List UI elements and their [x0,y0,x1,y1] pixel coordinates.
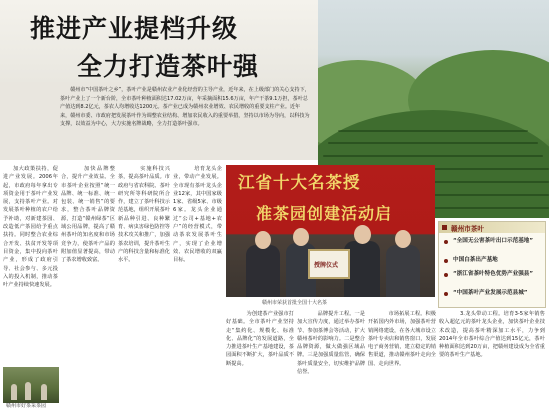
article-column-8 [439,310,545,411]
honors-sidebar [438,221,546,308]
column-3-text: 实施科技兴茶，提高茶叶品质。市政府与省农科院、茶叶研究所等科研院所合作，建立了茶叶科技示范基地，组织开展茶叶新品种引进、良种繁育、病虫害绿色防控等技术攻关和推广，加强茶农培训，提升茶叶生产的科技含量和标准化水平。 [118,166,170,264]
intro-text: 赣州市“中国茶叶之乡”，茶叶产业是赣州农业产业化经营的主导产业，近年来，在上级部门的关心支持下，茶叶产业上了一个新台阶，全市茶叶种植面积达17.02万亩，年采摘面积15.6万亩，年产干茶9.1万担，茶叶总产值达到8.2亿元，茶农人均增收达1200元。茶产业已成为赣州农业增效、农民增收的重要支柱产业。近年来，赣州市委、市政府把发展茶叶作为调整农业结构、增加农民收入的重要举措，坚持以市场为导向，以科技为支撑，以效益为中心，大力实施名牌战略，全力打造茶叶强市。 [60,87,310,128]
article-column-4 [173,165,222,411]
headline-line2: 全力打造茶叶强 [77,52,260,81]
headline-line1: 推进产业提档升级 [30,14,239,43]
headline-band [0,0,318,82]
bullet-dot-icon [444,273,448,277]
column-8-text: 3.龙头带动工程。培育3-5家年销售收入超亿元的茶叶龙头企业，加快茶叶企业技术改造，提高茶叶精深加工水平，力争到2014年全市茶叶综合产值达到15亿元，茶叶种植面积达到20万亩，把赣州建设成为全省重要的茶叶生产基地。 [439,311,545,359]
intro-block [0,82,318,160]
honor-item: “浙江省茶叶特色优势产业强县” [453,271,534,277]
bullet-dot-icon [444,240,448,244]
honor-item: “中国茶叶产业发展示范县城” [453,290,528,296]
tea-picking-photo-caption: 赣州市好茶采茶园 [6,403,47,409]
bullet-dot-icon [444,259,448,263]
honors-sidebar-title: 赣州市茶叶 [451,225,484,233]
award-plaque [308,249,350,279]
award-plaque-text: 授牌仪式 [314,262,339,269]
ceremony-banner-line1: 江省十大名茶授 [238,173,361,192]
column-7-text: 市场拓展工程。积极开拓国内外市场，加强茶叶营销网络建设，在各大城市设立茶叶专卖店和销售窗口，发展电子商务营销，建立稳定的销售渠道，推动赣州茶叶走向全国、走向世界。 [368,311,436,367]
article-column-1 [3,165,58,365]
bullet-dot-icon [444,292,448,296]
award-ceremony-photo [226,165,435,297]
ceremony-banner-line2: 准茶园创建活动启 [256,204,393,223]
article-column-7 [368,310,436,411]
column-6-text: 品牌提升工程。一是加大宣传力度，通过举办茶叶节、参加茶博会等活动，扩大赣州茶叶的影响力。二是整合品牌资源，做大做强区域品牌。三是加强质量监管，确保茶叶质量安全，切实维护品牌信誉。 [297,311,365,376]
column-4-text: 培育龙头企业，带动产业发展。全市现有茶叶龙头企业12家，其中国家级1家、省级5家、市级6家。龙头企业通过“公司+基地+农户”的经营模式，带动茶农发展茶叶生产，实现了企业增效、农民增收的双赢目标。 [173,166,222,264]
honor-item: 中国白茶出产基地 [453,257,498,263]
column-1-text: 加大政策扶持，促进产业发展。2006年起，市政府每年拿出专项资金用于茶叶产业发展，支持茶叶产业。对发展茶叶种植的农户给予补助，对新建茶园、改造低产茶园给予重点扶持。同时整合农业综合开发、扶贫开发等项目资金，集中投向茶叶产业，形成了政府引导、社会参与、多元投入的投入机制，推动茶叶产业持续快速发展。 [3,166,58,289]
article-column-5 [226,310,294,411]
ceremony-photo-caption: 赣州市荣获首批全国十大名茶 [262,300,328,306]
column-2-text: 加快品牌整合，提升产业效益。全市茶叶企业按照“统一品牌、统一标准、统一包装、统一销售”的要求，整合茶叶品牌资源，打造“赣州绿茶”区域公用品牌，提高了赣州茶叶的知名度和市场竞争力，使茶叶产品的附加值显著提高，带动了茶农增收致富。 [61,166,115,264]
honor-item: “全国无公害茶叶出口示范基地” [453,238,534,244]
tea-picking-photo [3,367,59,403]
article-column-3 [118,165,170,411]
column-5-text: 为创建茶产业强市打好基础。全市茶叶产业坚持走“集约化、规模化、标准化、品牌化”的发展道路，全力推进茶叶生产基地建设，茶园面积不断扩大，茶叶品质不断提高。 [226,311,294,367]
article-column-2 [61,165,115,411]
honors-sidebar-header [439,222,545,233]
square-bullet-icon [442,225,447,230]
article-column-6 [297,310,365,411]
